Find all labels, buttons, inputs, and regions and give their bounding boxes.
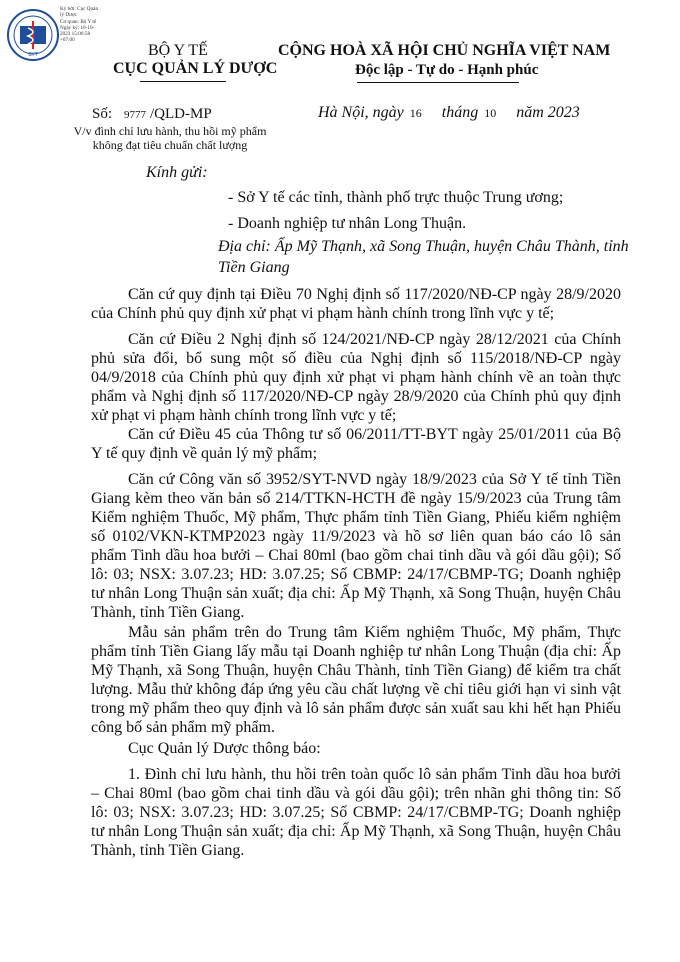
greeting: Kính gửi: [146,164,208,181]
recipient-item: - Doanh nghiệp tư nhân Long Thuận. [228,215,467,232]
date-month: 10 [484,106,497,120]
issuing-organization: CỤC QUẢN LÝ DƯỢC [113,60,278,77]
signature-line: Ký bởi: Cục Quản [60,6,99,12]
body-paragraph: Mẫu sản phẩm trên do Trung tâm Kiểm nghiệm Thuốc, Mỹ phẩm, Thực phẩm tỉnh Tiền Giang lấy mẫu tại Doanh nghiệp tư nhân Long Thuận (địa chỉ: Ấp Mỹ Thạnh, xã Song Thuận, huyện Châu Thành, tỉnh Tiền Giang) để kiểm tra chất lượng. Mẫu thử không đáp ứng yêu cầu chất lượng về chỉ tiêu giới hạn vi sinh vật trong mỹ phẩm theo quy định và lô sản phẩm được sản xuất sau khi hết hạn Phiếu công bố sản phẩm mỹ phẩm. [91,624,621,736]
document-date [318,104,580,122]
signature-line: +07:00 [60,37,75,44]
body-paragraph: 1. Đình chỉ lưu hành, thu hồi trên toàn quốc lô sản phẩm Tinh dầu hoa bưởi – Chai 80ml (bao gồm chai tinh dầu và gói dầu gội); trên nhãn ghi thông tin: Số lô: 03; NSX: 3.07.23; HD: 3.07.25; Số CBMP: 24/17/CBMP-TG; Doanh nghiệp tư nhân Long Thuận sản xuất; địa chỉ: Ấp Mỹ Thạnh, xã Song Thuận, huyện Châu Thành, tỉnh Tiền Giang. [91,766,621,859]
digital-signature-stamp [60,6,122,44]
header-divider-left [140,81,226,82]
date-place-day-label: Hà Nội, ngày [318,104,404,121]
body-paragraph: Cục Quản lý Dược thông báo: [128,740,321,757]
signature-line: lý Dược [60,12,77,19]
recipient-address: Địa chỉ: Ấp Mỹ Thạnh, xã Song Thuận, huyện Châu Thành, tỉnh Tiền Giang [218,238,629,276]
document-number-value: 9777 [124,109,147,121]
signature-line: Cơ quan: Bộ Y tế [60,18,97,25]
parent-organization: BỘ Y TẾ [148,42,208,59]
body-paragraph: Căn cứ Điều 45 của Thông tư số 06/2011/TT-BYT ngày 25/01/2011 của Bộ Y tế quy định về quản lý mỹ phẩm; [91,426,621,462]
header-divider-right [357,82,519,83]
body-paragraph: Căn cứ Điều 2 Nghị định số 124/2021/NĐ-CP ngày 28/12/2021 của Chính phủ sửa đổi, bổ sung một số điều của Nghị định số 115/2018/NĐ-CP ngày 04/9/2018 của Chính phủ quy định xử phạt vi phạm hành chính về an toàn thực phẩm và Nghị định số 117/2020/NĐ-CP ngày 28/9/2020 của Chính phủ quy định xử phạt vi phạm hành chính trong lĩnh vực y tế; [91,331,621,424]
document-number-suffix: /QLD-MP [150,106,212,122]
ministry-seal-logo [6,8,60,62]
body-paragraph: Căn cứ quy định tại Điều 70 Nghị định số 117/2020/NĐ-CP ngày 28/9/2020 của Chính phủ quy định xử phạt vi phạm hành chính trong lĩnh vực y tế; [91,286,621,322]
date-month-label: tháng [441,104,479,121]
national-title: CỘNG HOÀ XÃ HỘI CHỦ NGHĨA VIỆT NAM [278,42,611,59]
body-paragraph: Căn cứ Công văn số 3952/SYT-NVD ngày 18/9/2023 của Sở Y tế tỉnh Tiền Giang kèm theo văn bản số 214/TTKN-HCTH đề ngày 15/9/2023 của Trung tâm Kiểm nghiệm Thuốc, Mỹ phẩm, Thực phẩm tỉnh Tiền Giang, Phiếu kiểm nghiệm số 0102/VKN-KTMP2023 ngày 11/9/2023 và hồ sơ liên quan báo cáo lô sản phẩm Tinh dầu hoa bưởi – Chai 80ml (bao gồm chai tinh dầu và gói dầu gội); Số lô: 03; NSX: 3.07.23; HD: 3.07.25; Số CBMP: 24/17/CBMP-TG; Doanh nghiệp tư nhân Long Thuận sản xuất; địa chỉ: Ấp Mỹ Thạnh, xã Song Thuận, huyện Châu Thành, tỉnh Tiền Giang. [91,471,621,621]
document-number [92,106,212,123]
date-day: 16 [409,106,422,120]
document-number-prefix: Số: [92,106,113,122]
date-year: năm 2023 [516,104,580,121]
recipient-item: - Sở Y tế các tỉnh, thành phố trực thuộc Trung ương; [228,189,564,206]
signature-line: Ngày ký: 16-10- [60,24,95,31]
signature-line: 2023 15:06:58 [60,31,91,38]
national-motto: Độc lập - Tự do - Hạnh phúc [355,62,539,78]
document-subject: V/v đình chỉ lưu hành, thu hồi mỹ phẩm không đạt tiêu chuẩn chất lượng [73,124,267,152]
svg-text:BYT: BYT [28,52,38,58]
